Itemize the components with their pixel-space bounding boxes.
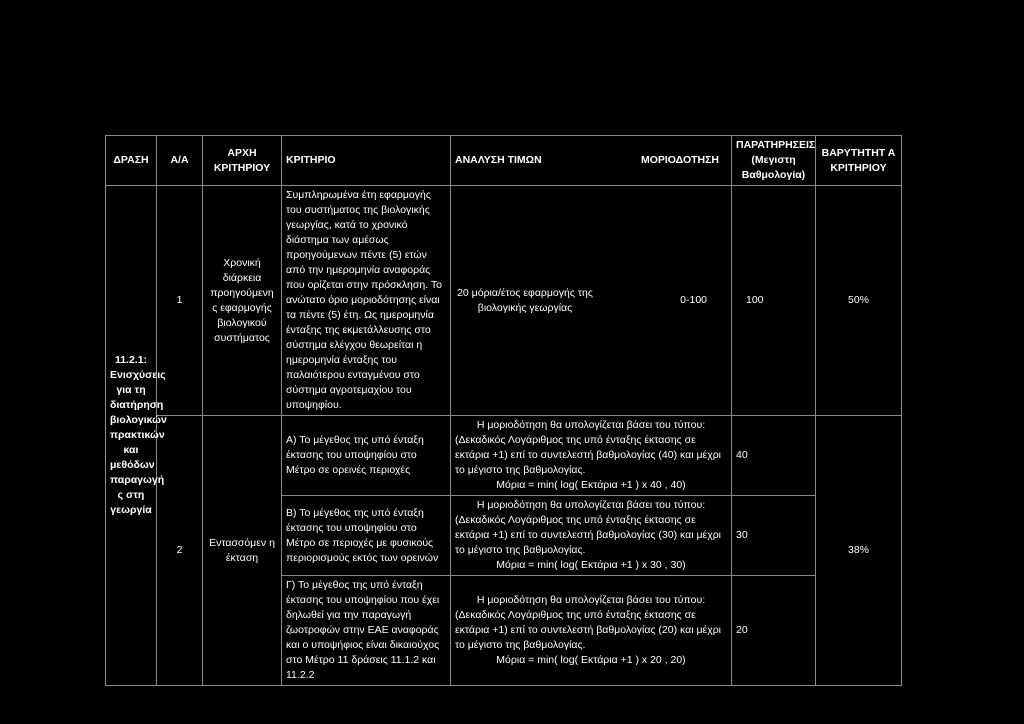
row1-weight: 50% — [816, 186, 902, 416]
row2c-criterion: Γ) Το μέγεθος της υπό ένταξη έκτασης του υποψηφίου που έχει δηλωθεί για την παραγωγή ζωοτροφών στην ΕΑΕ αναφοράς και ο υποψήφιος είναι δικαιούχος στο Μέτρο 11 δράσεις 11.1.2 και 11.2.2 — [282, 576, 451, 686]
row2c-remarks: 20 — [732, 576, 816, 686]
row2b-criterion: Β) Το μέγεθος της υπό ένταξη έκτασης του υποψηφίου στο Μέτρο σε περιοχές με φυσικούς περιορισμούς εκτός των ορεινών — [282, 496, 451, 576]
row2-weight: 38% — [816, 416, 902, 686]
row2c-formula — [451, 576, 732, 686]
header-principle: ΑΡΧΗ ΚΡΙΤΗΡΙΟΥ — [203, 136, 282, 186]
row2-aa: 2 — [157, 416, 203, 686]
row2a-formula-desc: (Δεκαδικός Λογάριθμος της υπό ένταξης έκτασης σε εκτάρια +1) επί το συντελεστή βαθμολογίας (40) και μέχρι το μέγιστο της βαθμολογίας. — [455, 434, 722, 476]
row2c-formula-intro: Η μοριοδότηση θα υπολογίζεται βάσει του τύπου: — [476, 594, 706, 606]
header-criterion: ΚΡΙΤΗΡΙΟ — [282, 136, 451, 186]
row2c-formula-desc: (Δεκαδικός Λογάριθμος της υπό ένταξης έκτασης σε εκτάρια +1) επί το συντελεστή βαθμολογίας (20) και μέχρι το μέγιστο της βαθμολογίας. — [455, 609, 722, 651]
table-row-1 — [106, 186, 902, 416]
header-scoring: ΜΟΡΙΟΔΟΤΗΣΗ — [640, 154, 719, 166]
header-row — [106, 136, 902, 186]
row1-analysis: 20 μόρια/έτος εφαρμογής της βιολογικής γεωργίας — [457, 286, 593, 314]
row2c-formula-expression: Μόρια = min( log( Εκτάρια +1 ) x 20 , 20) — [496, 654, 686, 666]
row2a-formula — [451, 416, 732, 496]
row1-aa: 1 — [157, 186, 203, 416]
row2a-criterion: Α) Το μέγεθος της υπό ένταξη έκτασης του υποψηφίου στο Μέτρο σε ορεινές περιοχές — [282, 416, 451, 496]
row1-scoring: 0-100 — [680, 294, 707, 306]
row2a-remarks: 40 — [732, 416, 816, 496]
header-action: ΔΡΑΣΗ — [106, 136, 157, 186]
row2b-formula-desc: (Δεκαδικός Λογάριθμος της υπό ένταξης έκτασης σε εκτάρια +1) επί το συντελεστή βαθμολογίας (30) και μέχρι το μέγιστο της βαθμολογίας. — [455, 514, 722, 556]
row1-remarks: 100 — [732, 186, 816, 416]
criteria-table — [105, 135, 902, 686]
row2a-formula-intro: Η μοριοδότηση θα υπολογίζεται βάσει του τύπου: — [476, 419, 706, 431]
row1-principle: Χρονική διάρκεια προηγούμενη ς εφαρμογής βιολογικού συστήματος — [203, 186, 282, 416]
header-analysis: ΑΝΑΛΥΣΗ ΤΙΜΩΝ — [455, 154, 542, 166]
row2b-formula-intro: Η μοριοδότηση θα υπολογίζεται βάσει του τύπου: — [476, 499, 706, 511]
header-aa: Α/Α — [157, 136, 203, 186]
row2b-formula — [451, 496, 732, 576]
header-weight: ΒΑΡΥΤΗΤΗΤ Α ΚΡΙΤΗΡΙΟΥ — [816, 136, 902, 186]
row2a-formula-expression: Μόρια = min( log( Εκτάρια +1 ) x 40 , 40) — [496, 479, 686, 491]
row2b-formula-expression: Μόρια = min( log( Εκτάρια +1 ) x 30 , 30) — [496, 559, 686, 571]
row2-principle: Εντασσόμεν η έκταση — [203, 416, 282, 686]
header-remarks: ΠΑΡΑΤΗΡΗΣΕΙΣ (Μεγιστη Βαθμολογία) — [732, 136, 816, 186]
table-row-2a — [106, 416, 902, 496]
row2b-remarks: 30 — [732, 496, 816, 576]
row1-criterion: Συμπληρωμένα έτη εφαρμογής του συστήματος της βιολογικής γεωργίας, κατά το χρονικό διάστημα των αμέσως προηγούμενων πέντε (5) ετών από την ημερομηνία αναφοράς που ορίζεται στην πρόσκληση. Το ανώτατο όριο μοριοδότησης είναι τα πέντε (5) έτη. Ως ημερομηνία ένταξης της εκμετάλλευσης στο σύστημα ελέγχου θεωρείται η ημερομηνία ένταξης του παλαιότερου ενταγμένου στο σύστημα αγροτεμαχίου του υποψηφίου. — [282, 186, 451, 416]
action-cell: 11.2.1: Ενισχύσεις για τη διατήρηση βιολογικών πρακτικών και μεθόδων παραγωγή ς στη γεωργία — [106, 186, 157, 686]
row1-analysis-scoring — [451, 186, 732, 416]
header-analysis-scoring — [451, 136, 732, 186]
